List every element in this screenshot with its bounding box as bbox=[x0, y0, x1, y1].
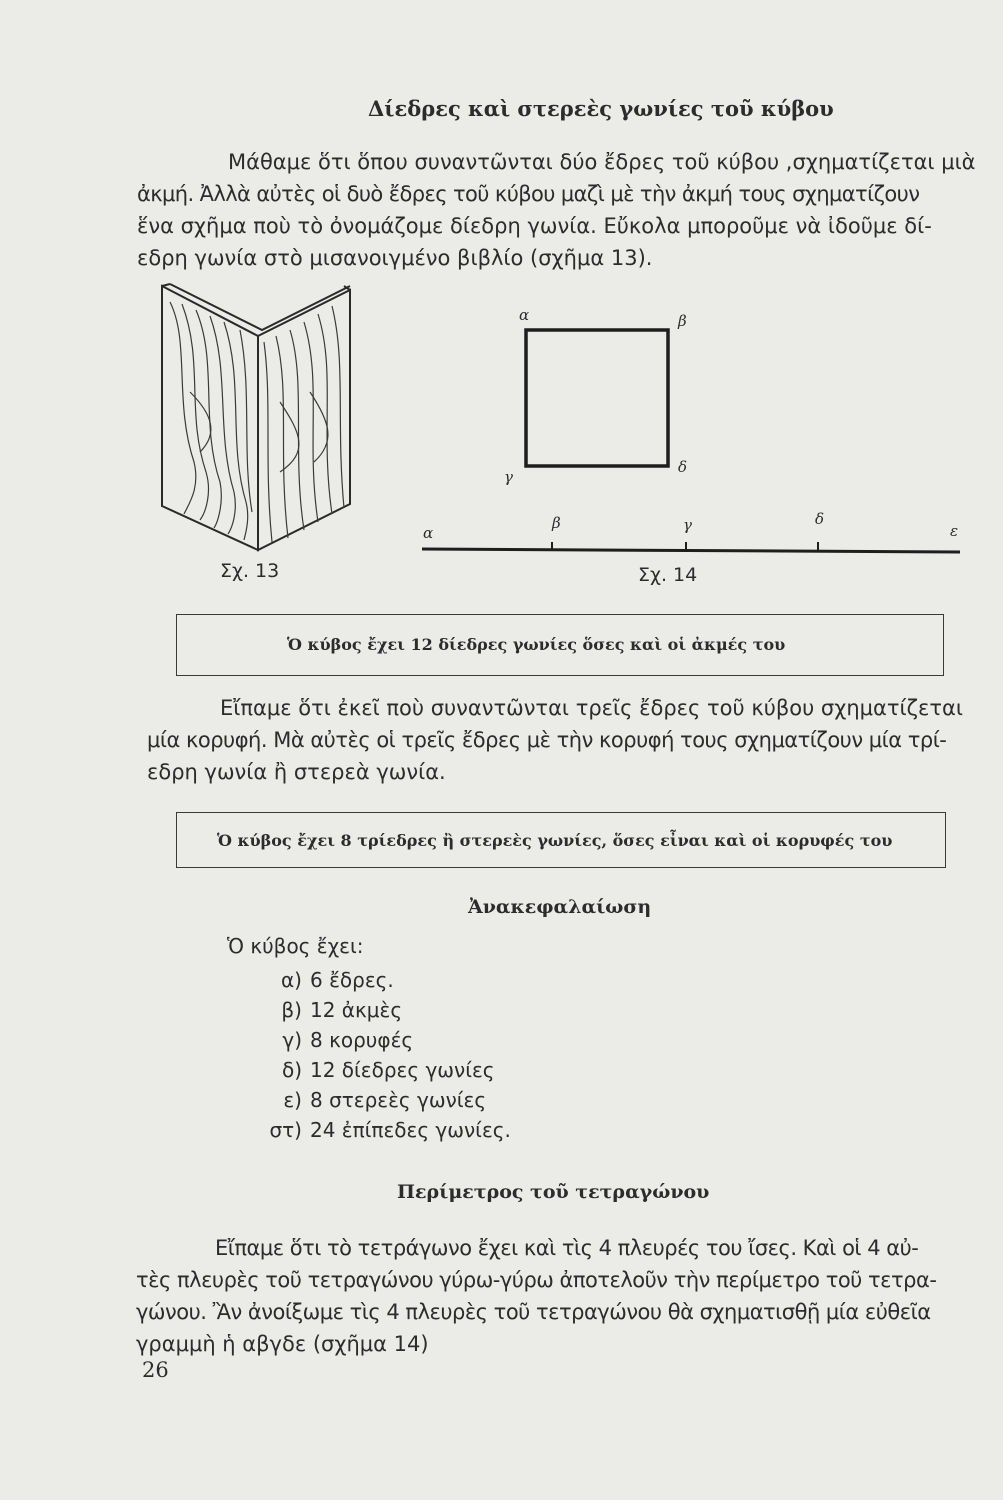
summary-text: 6 ἔδρες. bbox=[310, 968, 394, 992]
figure-13-caption: Σχ. 13 bbox=[220, 560, 280, 582]
highlight-box-dihedral bbox=[176, 614, 944, 676]
summary-list bbox=[258, 965, 511, 1145]
figure-14-perimeter-line bbox=[422, 542, 962, 556]
highlight-text-trihedral: Ὁ κύβος ἔχει 8 τρίεδρες ἢ στερεὲς γωνίες, ὅσες εἶναι καὶ οἱ κορυφές του bbox=[217, 831, 893, 850]
summary-item bbox=[258, 1115, 511, 1145]
paragraph-line: μία κορυφή. Μὰ αὐτὲς οἱ τρεῖς ἔδρες μὲ τὴν κορυφή τους σχηματίζουν μία τρί- bbox=[147, 728, 947, 752]
paragraph-line: γραμμὴ ἡ αβγδε (σχῆμα 14) bbox=[136, 1332, 429, 1356]
paragraph-line: Εἴπαμε ὅτι τὸ τετράγωνο ἔχει καὶ τὶς 4 πλευρές του ἴσες. Καὶ οἱ 4 αὐ- bbox=[215, 1236, 919, 1260]
paragraph-line: Εἴπαμε ὅτι ἐκεῖ ποὺ συναντῶνται τρεῖς ἔδρες τοῦ κύβου σχηματίζεται bbox=[220, 696, 963, 720]
square-label-top-left: α bbox=[519, 306, 530, 324]
paragraph-dihedral bbox=[228, 146, 976, 178]
section-title-perimeter: Περίμετρος τοῦ τετραγώνου bbox=[397, 1181, 710, 1203]
summary-marker: β) bbox=[281, 998, 302, 1022]
summary-intro: Ὁ κύβος ἔχει: bbox=[227, 934, 364, 958]
page-number: 26 bbox=[142, 1358, 169, 1382]
summary-marker: ε) bbox=[283, 1088, 302, 1112]
summary-text: 12 δίεδρες γωνίες bbox=[310, 1058, 495, 1082]
line-label-e: ε bbox=[950, 522, 959, 540]
paragraph-line: ἕνα σχῆμα ποὺ τὸ ὀνομάζομε δίεδρη γωνία. Εὔκολα μποροῦμε νὰ ἰδοῦμε δί- bbox=[137, 214, 932, 238]
section-title-dihedral: Δίεδρες καὶ στερεὲς γωνίες τοῦ κύβου bbox=[368, 96, 834, 121]
square-label-top-right: β bbox=[678, 312, 687, 330]
summary-marker: δ) bbox=[281, 1058, 302, 1082]
paragraph-solid-cont bbox=[147, 724, 946, 788]
square-label-bottom-left: γ bbox=[504, 468, 513, 486]
square-label-bottom-right: δ bbox=[678, 458, 688, 476]
summary-text: 8 στερεὲς γωνίες bbox=[310, 1088, 487, 1112]
line-label-c: γ bbox=[683, 516, 692, 534]
highlight-box-trihedral bbox=[176, 812, 946, 868]
line-label-d: δ bbox=[815, 510, 825, 528]
paragraph-line: γώνου. Ἂν ἀνοίξωμε τὶς 4 πλευρὲς τοῦ τετραγώνου θὰ σχηματισθῇ μία εὐθεῖα bbox=[136, 1300, 931, 1324]
summary-marker: γ) bbox=[282, 1028, 302, 1052]
paragraph-line: ἀκμή. Ἀλλὰ αὐτὲς οἱ δυὸ ἔδρες τοῦ κύβου μαζὶ μὲ τὴν ἀκμή τους σχηματίζουν bbox=[137, 182, 920, 206]
summary-text: 8 κορυφές bbox=[310, 1028, 414, 1052]
paragraph-line: τὲς πλευρὲς τοῦ τετραγώνου γύρω-γύρω ἀποτελοῦν τὴν περίμετρο τοῦ τετρα- bbox=[136, 1268, 937, 1292]
summary-text: 24 ἐπίπεδες γωνίες. bbox=[310, 1118, 511, 1142]
summary-marker: στ) bbox=[269, 1118, 302, 1142]
summary-item bbox=[258, 1055, 511, 1085]
paragraph-line: Μάθαμε ὅτι ὅπου συναντῶνται δύο ἔδρες τοῦ κύβου ,σχηματίζεται μιὰ bbox=[228, 150, 976, 174]
figure-13-open-book bbox=[160, 282, 360, 552]
summary-title: Ἀνακεφαλαίωση bbox=[468, 896, 652, 918]
line-label-b: β bbox=[552, 514, 561, 532]
paragraph-dihedral-cont bbox=[137, 178, 932, 274]
paragraph-perimeter-cont bbox=[136, 1264, 936, 1360]
summary-item bbox=[258, 995, 511, 1025]
figure-14-square bbox=[524, 328, 674, 478]
figure-14-caption: Σχ. 14 bbox=[638, 564, 698, 586]
highlight-text-dihedral: Ὁ κύβος ἔχει 12 δίεδρες γωνίες ὅσες καὶ οἱ ἀκμές του bbox=[287, 635, 786, 654]
line-label-a: α bbox=[423, 524, 434, 542]
summary-item bbox=[258, 1025, 511, 1055]
paragraph-perimeter bbox=[215, 1232, 918, 1264]
summary-item bbox=[258, 965, 511, 995]
summary-text: 12 ἀκμὲς bbox=[310, 998, 403, 1022]
summary-marker: α) bbox=[281, 968, 302, 992]
summary-item bbox=[258, 1085, 511, 1115]
paragraph-line: εδρη γωνία ἢ στερεὰ γωνία. bbox=[147, 760, 446, 784]
paragraph-line: εδρη γωνία στὸ μισανοιγμένο βιβλίο (σχῆμα 13). bbox=[137, 246, 653, 270]
paragraph-solid bbox=[220, 692, 963, 724]
